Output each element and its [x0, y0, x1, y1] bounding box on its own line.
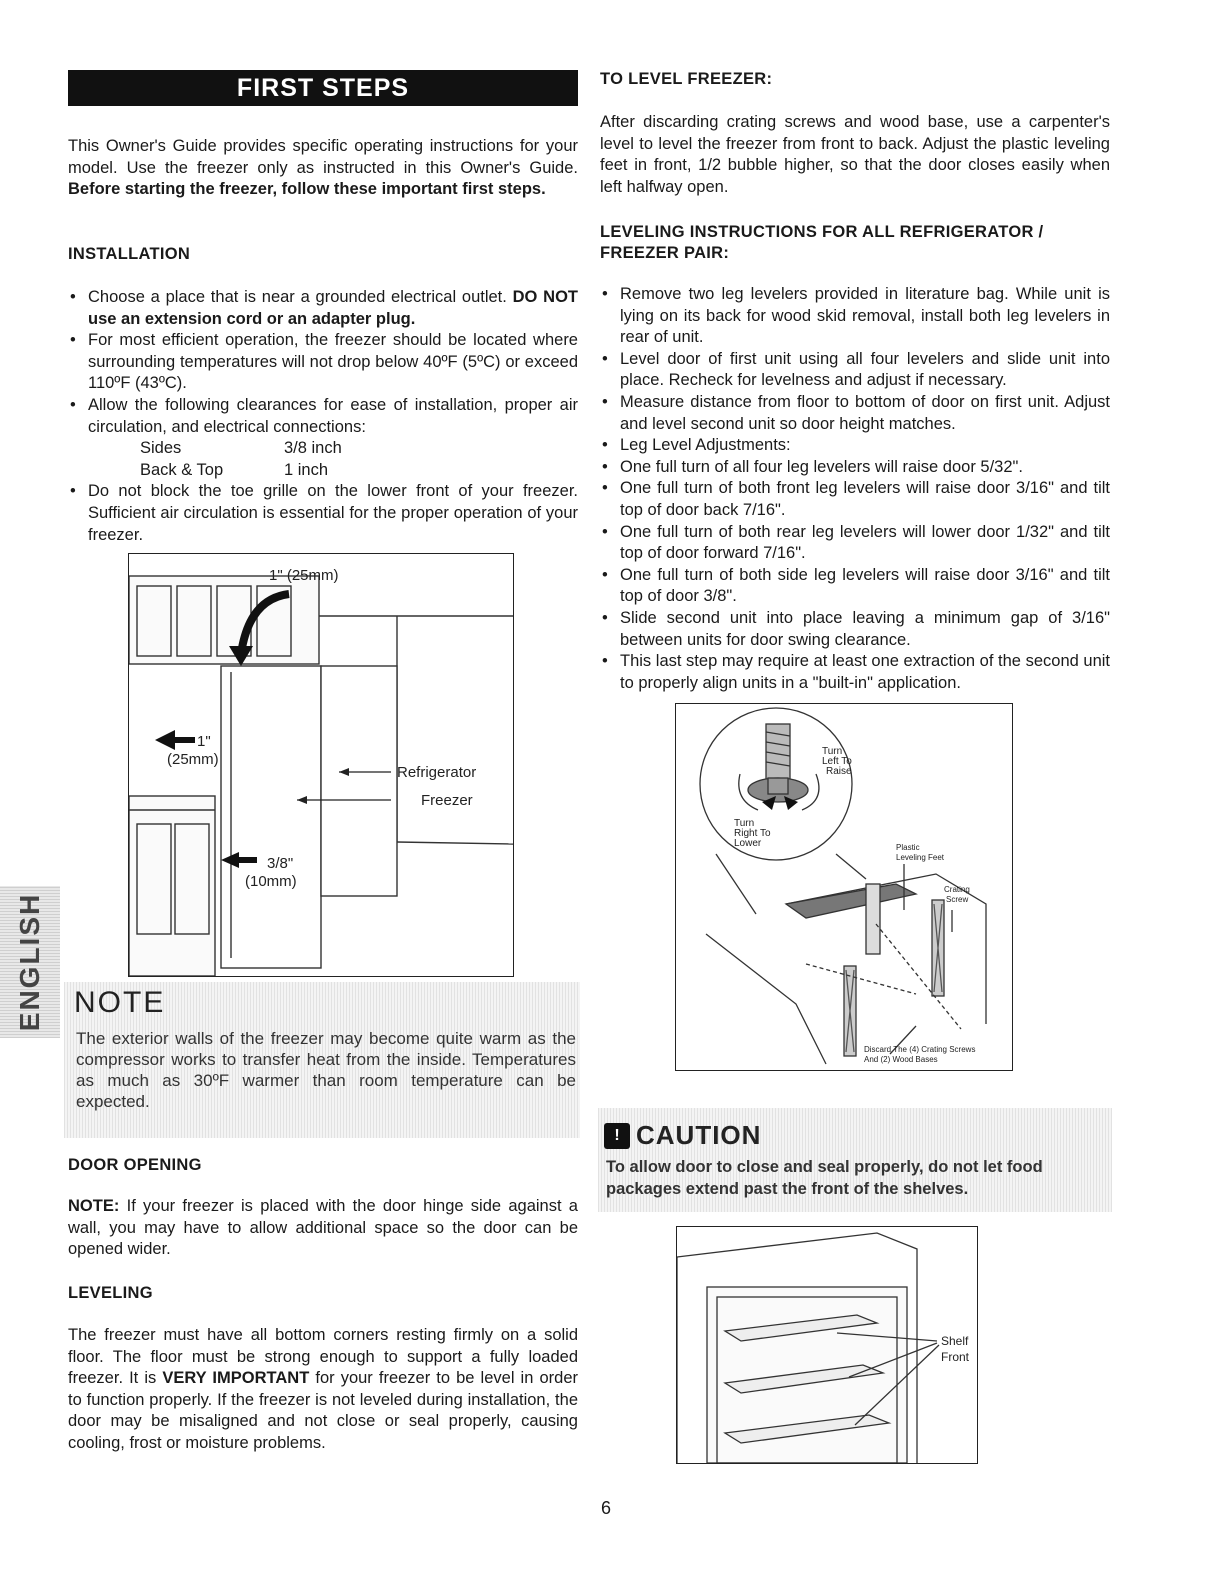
pair-heading: LEVELING INSTRUCTIONS FOR ALL REFRIGERATOR / FREEZER PAIR: — [600, 223, 1044, 262]
figure-label-left-a: 1" — [197, 733, 211, 750]
caution-box — [598, 1108, 1112, 1212]
warning-icon: ! — [604, 1123, 630, 1149]
list-item: • One full turn of all four leg levelers will raise door 5/32". — [600, 457, 1110, 479]
crating-screw-b: Screw — [946, 895, 969, 904]
shelf-illustration — [677, 1227, 977, 1463]
note-box — [64, 982, 580, 1138]
figure-label-bottom-a: 3/8" — [267, 855, 294, 872]
turn-left-b: Left To — [822, 756, 852, 767]
list-item: • Do not block the toe grille on the lower front of your freezer. Sufficient air circulation is essential for the proper operation of your freezer. — [68, 481, 578, 546]
clearance-illustration — [129, 554, 513, 976]
caution-text: To allow door to close and seal properly, do not let food packages extend past the front of the shelves. — [606, 1158, 1043, 1198]
clearance-label: Sides — [140, 439, 182, 458]
intro-text: This Owner's Guide provides specific operating instructions for your model. Use the freezer only as instructed in this Owner's Guide. — [68, 137, 578, 177]
caution-header — [604, 1120, 761, 1151]
to-level-heading: TO LEVEL FREEZER: — [600, 70, 773, 88]
leveling-text-bold: VERY IMPORTANT — [162, 1369, 310, 1387]
crating-screw-a: Crating — [944, 885, 970, 894]
door-opening-note-label: NOTE: — [68, 1197, 120, 1215]
figure-label-freezer: Freezer — [421, 792, 473, 809]
discard-a: Discard The (4) Crating Screws — [864, 1045, 976, 1054]
figure-label-refrigerator: Refrigerator — [397, 764, 477, 781]
language-tab-label: ENGLISH — [14, 892, 45, 1032]
bullet-text: Allow the following clearances for ease of installation, proper air circulation, and electrical connections: — [88, 395, 578, 436]
intro-bold-text: Before starting the freezer, follow these important first steps. — [68, 180, 546, 198]
bullet-bold-text: DO NOT use an extension cord or an adapter plug. — [88, 288, 578, 328]
caution-title: CAUTION — [636, 1120, 762, 1150]
turn-right-b: Right To — [734, 828, 771, 839]
turn-right-c: Lower — [734, 838, 762, 849]
installation-list — [68, 287, 578, 546]
shelf-label-a: Shelf — [941, 1334, 969, 1348]
list-item: • Level door of first unit using all four levelers and slide unit into place. Recheck for levelness and adjust if necessary. — [600, 349, 1110, 392]
clearance-row — [88, 438, 578, 460]
clearance-row — [88, 460, 578, 482]
list-item: • Leg Level Adjustments: — [600, 435, 1110, 457]
leveling-text-b: for your freezer to be level in order to function properly. If the freezer is not leveled during installation, the door may be misaligned and not close or seal properly, causing cooling, frost or moisture problems. — [68, 1369, 578, 1452]
list-item — [68, 287, 578, 330]
installation-heading: INSTALLATION — [68, 245, 191, 263]
pair-list — [600, 284, 1110, 694]
clearance-value: 1 inch — [284, 460, 329, 479]
shelf-figure — [676, 1226, 978, 1464]
language-tab — [0, 886, 60, 1038]
note-text: The exterior walls of the freezer may become quite warm as the compressor works to transfer heat from the inside. Temperatures as much as 30ºF warmer than room temperature can be expected. — [76, 1029, 576, 1111]
list-item: • One full turn of both side leg levelers will raise door 3/16" and tilt top of door 3/8". — [600, 565, 1110, 608]
leveler-illustration — [676, 704, 1012, 1070]
clearance-label: Back & Top — [140, 460, 224, 479]
figure-label-left-b: (25mm) — [167, 751, 219, 768]
leveler-figure — [675, 703, 1013, 1071]
section-banner — [68, 70, 578, 106]
turn-left-c: Raise — [826, 766, 852, 777]
bullet-text: Choose a place that is near a grounded electrical outlet. — [88, 288, 507, 306]
leveling-heading: LEVELING — [68, 1284, 153, 1302]
shelf-label-b: Front — [941, 1350, 970, 1364]
plastic-feet-a: Plastic — [896, 843, 920, 852]
figure-label-top: 1" (25mm) — [269, 567, 339, 584]
list-item — [68, 395, 578, 481]
intro-paragraph — [68, 136, 578, 201]
list-item: • Measure distance from floor to bottom of door on first unit. Adjust and level second unit so door height matches. — [600, 392, 1110, 435]
leveling-text-a: The freezer must have all bottom corners resting firmly on a solid floor. The floor must be strong enough to support a fully loaded freezer. It is — [68, 1326, 578, 1387]
figure-label-bottom-b: (10mm) — [245, 873, 297, 890]
door-opening-paragraph — [68, 1196, 578, 1261]
door-opening-heading: DOOR OPENING — [68, 1156, 202, 1174]
list-item: • One full turn of both rear leg levelers will lower door 1/32" and tilt top of door forward 7/16". — [600, 522, 1110, 565]
clearance-figure — [128, 553, 514, 977]
turn-right-a: Turn — [734, 818, 755, 829]
list-item: • One full turn of both front leg levelers will raise door 3/16" and tilt top of door back 7/16". — [600, 478, 1110, 521]
turn-left-a: Turn — [822, 746, 843, 757]
door-opening-text: If your freezer is placed with the door hinge side against a wall, you may have to allow additional space so the door can be opened wider. — [68, 1197, 578, 1258]
leveling-paragraph — [68, 1325, 578, 1454]
banner-title: FIRST STEPS — [236, 74, 410, 102]
list-item: • Remove two leg levelers provided in literature bag. While unit is lying on its back for wood skid removal, install both leg levelers in rear of unit. — [600, 284, 1110, 349]
note-title: NOTE — [74, 986, 166, 1019]
plastic-feet-b: Leveling Feet — [896, 853, 945, 862]
to-level-paragraph: After discarding crating screws and wood base, use a carpenter's level to level the freezer from front to back. Adjust the plastic leveling feet in front, 1/2 bubble higher, so that the door closes easily when left halfway open. — [600, 113, 1110, 196]
list-item: • For most efficient operation, the freezer should be located where surrounding temperatures will not drop below 40ºF (5ºC) or exceed 110ºF (43ºC). — [68, 330, 578, 395]
page-number: 6 — [600, 1498, 611, 1518]
list-item: • Slide second unit into place leaving a minimum gap of 3/16" between units for door swing clearance. — [600, 608, 1110, 651]
list-item: • This last step may require at least one extraction of the second unit to properly align units in a "built-in" application. — [600, 651, 1110, 694]
discard-b: And (2) Wood Bases — [864, 1055, 938, 1064]
clearance-value: 3/8 inch — [284, 439, 342, 458]
